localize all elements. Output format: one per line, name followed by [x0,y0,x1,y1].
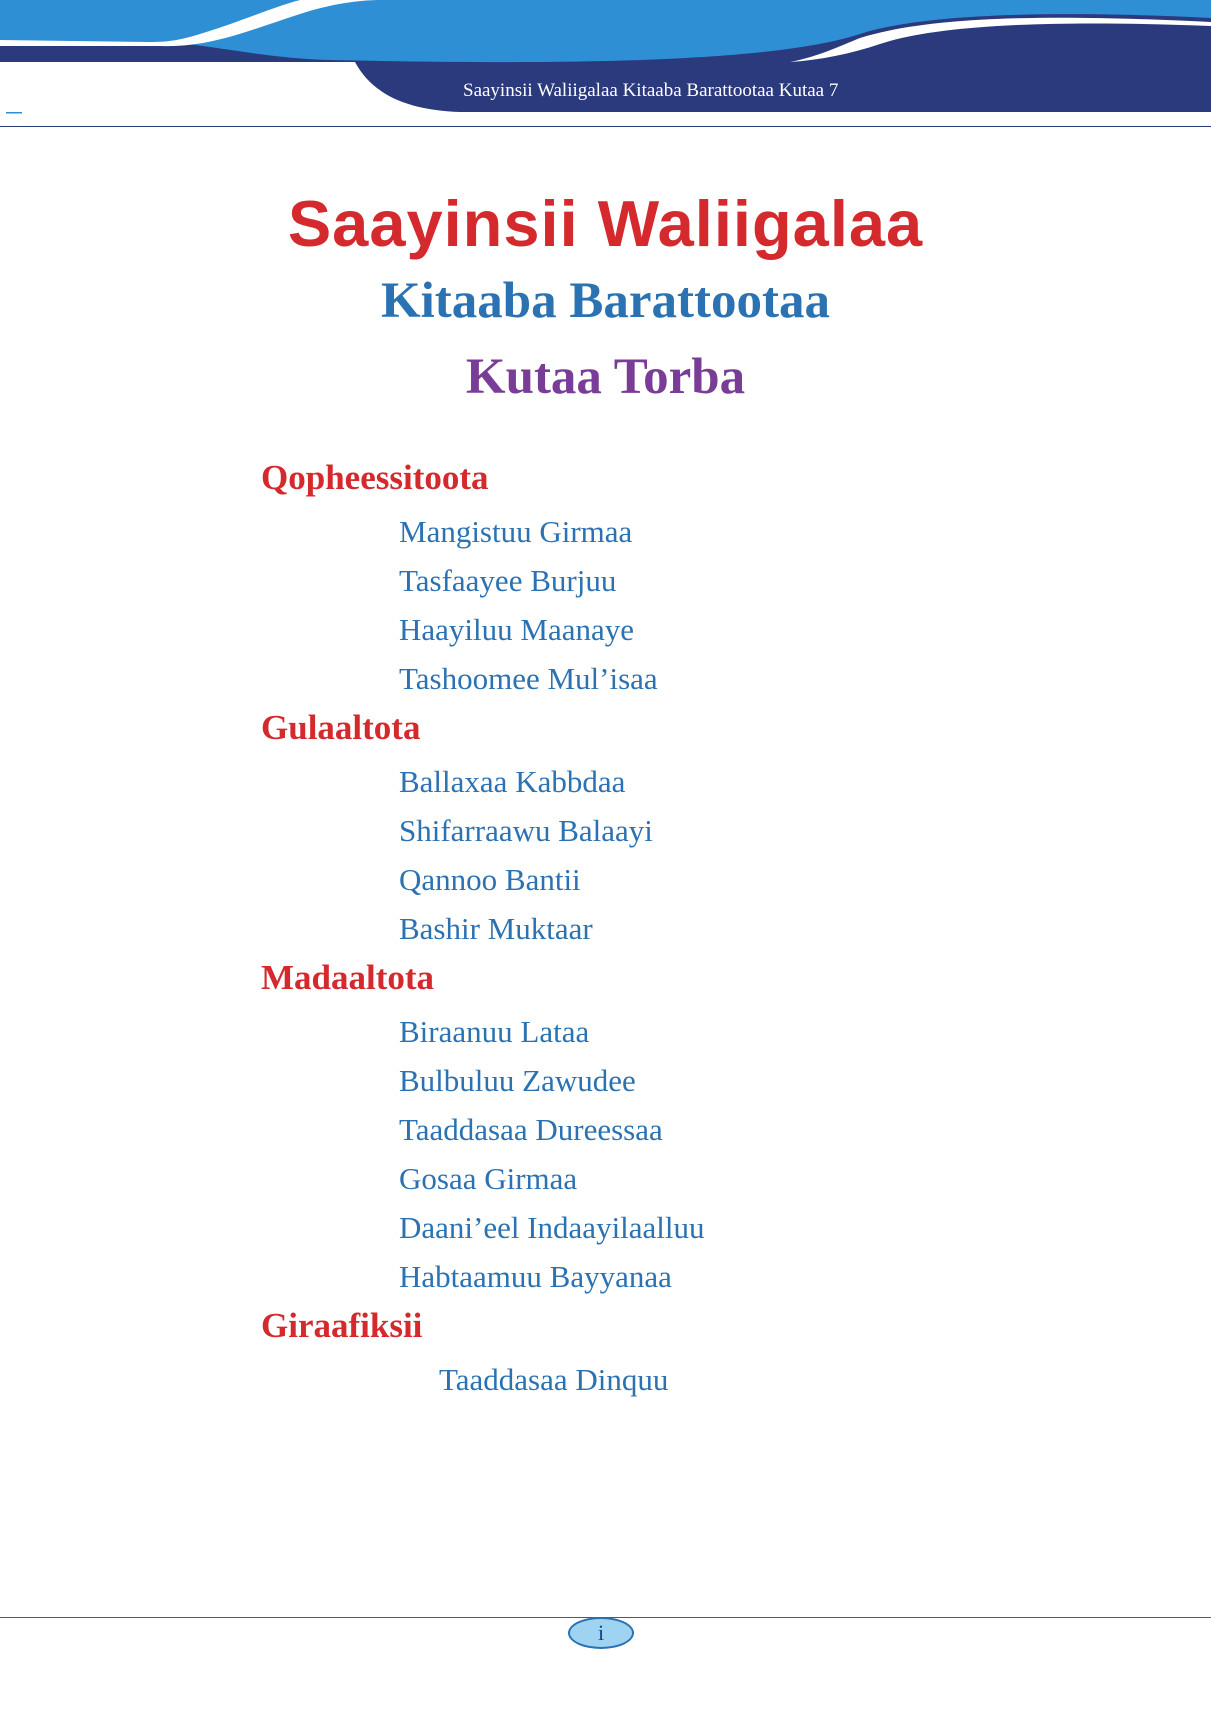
role-heading-writers: Qopheessitoota [261,458,489,497]
credit-person: Gosaa Girmaa [399,1161,578,1196]
book-grade: Kutaa Torba [465,349,746,405]
credit-person: Haayiluu Maanaye [399,612,634,647]
credit-person: Bashir Muktaar [399,911,593,946]
role-heading-editors: Gulaaltota [261,708,421,747]
book-title: Saayinsii Waliigalaa [287,187,924,260]
credit-person: Ballaxaa Kabbdaa [399,764,626,799]
running-header-title: Saayinsii Waliigalaa Kitaaba Barattootaa Kutaa 7 [463,80,839,101]
credit-person: Daani’eel Indaayilaalluu [399,1210,705,1245]
credit-person: Qannoo Bantii [399,862,581,897]
role-heading-evaluators: Madaaltota [261,958,435,997]
header-left-tick [6,112,22,114]
credit-person: Taaddasaa Dinquu [439,1362,669,1397]
credit-person: Shifarraawu Balaayi [399,813,653,848]
page-number-badge: i [568,1617,634,1649]
book-subtitle: Kitaaba Barattootaa [380,273,831,329]
credit-person: Taaddasaa Dureessaa [399,1112,663,1147]
credit-person: Tasfaayee Burjuu [399,563,617,598]
credit-person: Biraanuu Lataa [399,1014,590,1049]
credit-person: Bulbuluu Zawudee [399,1063,636,1098]
header-wave-band [0,0,1211,130]
credit-person: Tashoomee Mul’isaa [399,661,658,696]
credit-person: Mangistuu Girmaa [399,514,633,549]
role-heading-graphics: Giraafiksii [261,1306,423,1345]
header-rule [0,126,1211,127]
credit-person: Habtaamuu Bayyanaa [399,1259,672,1294]
